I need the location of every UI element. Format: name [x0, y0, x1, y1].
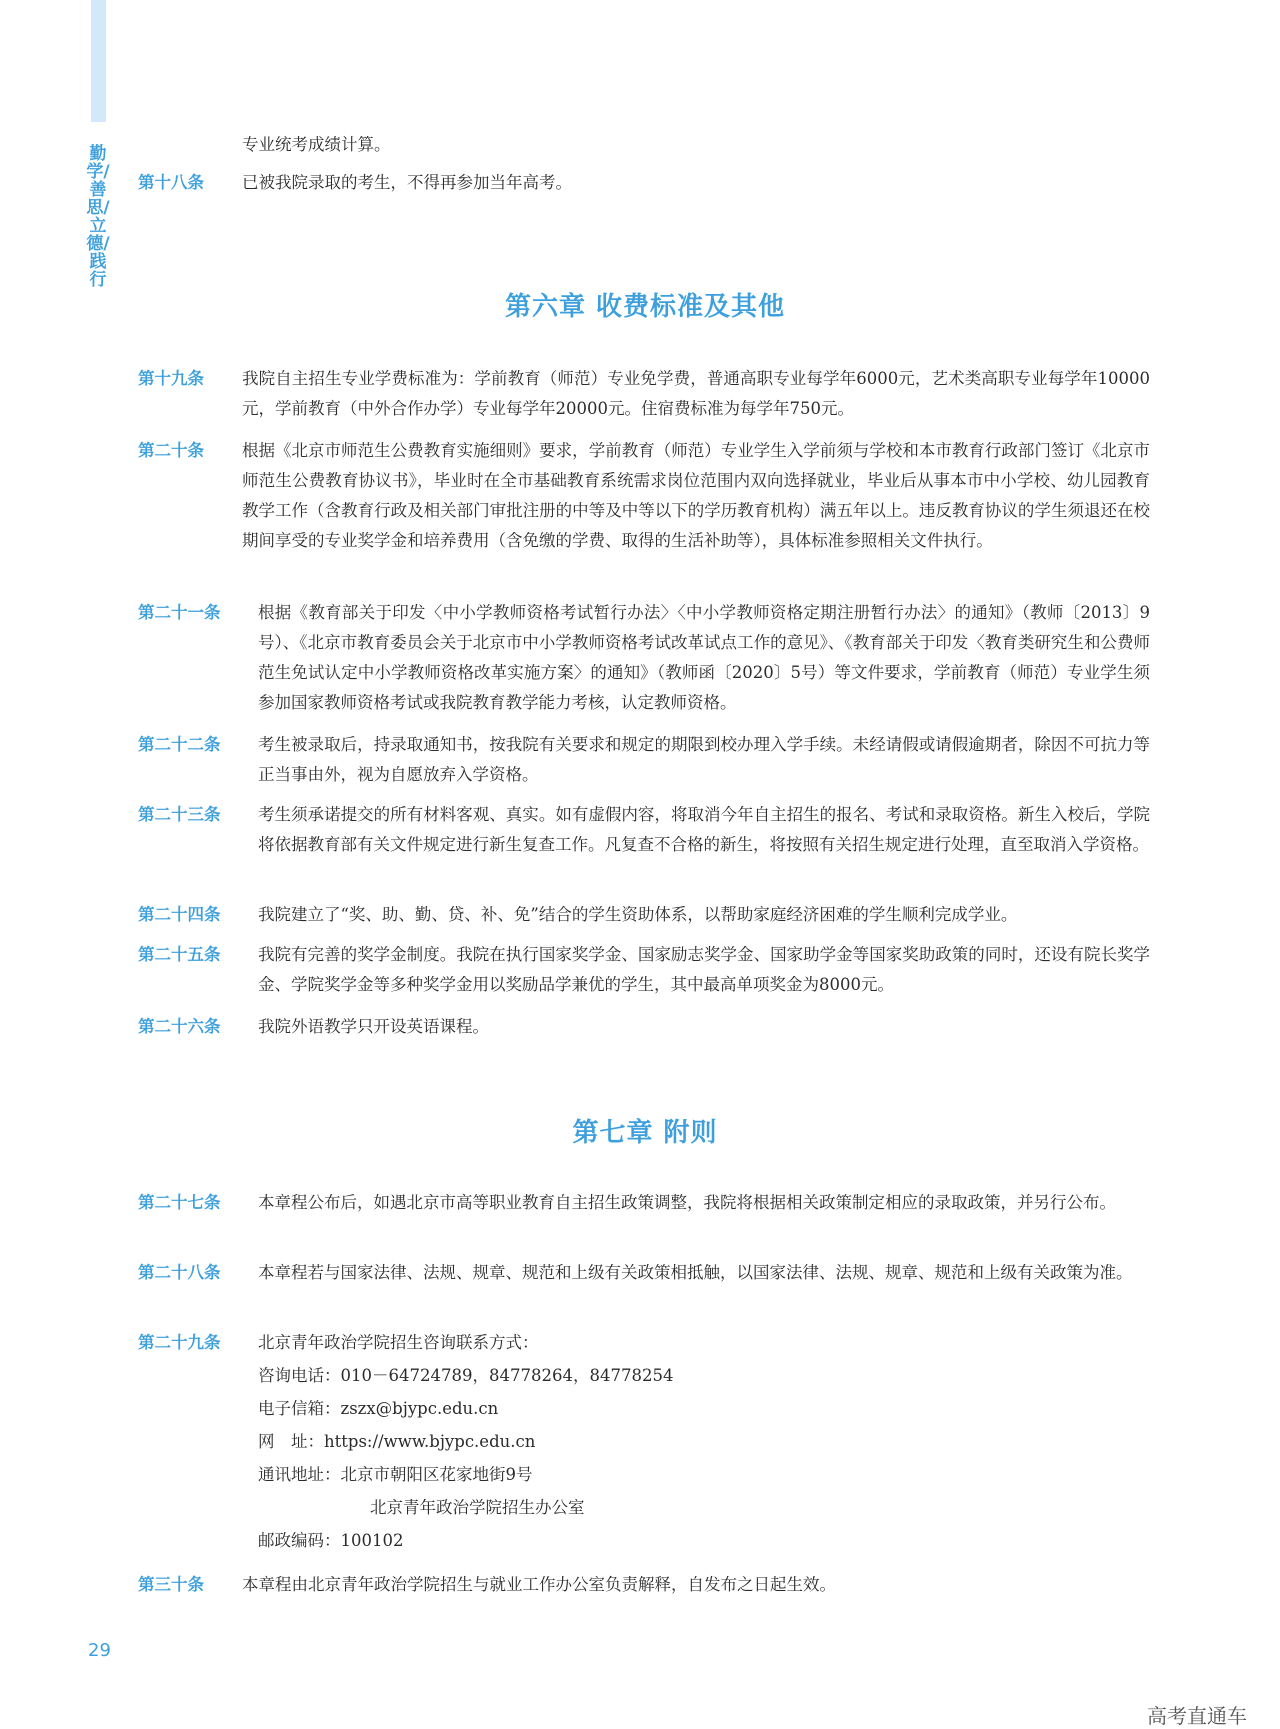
article-20: [138, 436, 1150, 556]
article-text: 考生被录取后，持录取通知书，按我院有关要求和规定的期限到校办理入学手续。未经请假或请假逾期者，除因不可抗力等正当事由外，视为自愿放弃入学资格。: [258, 735, 1150, 784]
chapter-7-title: 第七章 附则: [572, 1118, 718, 1148]
article-label: 第十八条: [138, 173, 204, 192]
article-label: 第二十三条: [138, 805, 221, 824]
article-18: [138, 168, 1150, 198]
article-text: 本章程若与国家法律、法规、规章、规范和上级有关政策相抵触，以国家法律、法规、规章、规范和上级有关政策为准。: [258, 1263, 1133, 1282]
article-26: [138, 1012, 1150, 1042]
article-29: [138, 1328, 1150, 1358]
contact-email: 电子信箱：zszx@bjypc.edu.cn: [258, 1399, 499, 1418]
article-label: 第二十四条: [138, 905, 221, 924]
article-21: [138, 598, 1150, 718]
contact-postcode: 邮政编码：100102: [258, 1531, 404, 1550]
contact-website: 网 址：https://www.bjypc.edu.cn: [258, 1432, 536, 1451]
page-number: 29: [88, 1640, 111, 1661]
article-text: 根据《北京市师范生公费教育实施细则》要求，学前教育（师范）专业学生入学前须与学校和本市教育行政部门签订《北京市师范生公费教育协议书》，毕业时在全市基础教育系统需求岗位范围内双向选择就业，毕业后从事本市中小学校、幼儿园教育教学工作（含教育行政及相关部门审批注册的中等及中等以下的学历教育机构）满五年以上。违反教育协议的学生须退还在校期间享受的专业奖学金和培养费用（含免缴的学费、取得的生活补助等），具体标准参照相关文件执行。: [242, 441, 1150, 550]
contact-phone: 咨询电话：010－64724789，84778264，84778254: [258, 1366, 674, 1385]
article-22: [138, 730, 1150, 790]
article-30: [138, 1570, 1150, 1600]
article-text: 北京青年政治学院招生咨询联系方式：: [258, 1333, 539, 1352]
article-label: 第十九条: [138, 369, 204, 388]
continuation-paragraph: [138, 130, 1150, 160]
article-text: 本章程公布后，如遇北京市高等职业教育自主招生政策调整，我院将根据相关政策制定相应的录取政策，并另行公布。: [258, 1193, 1116, 1212]
article-label: 第二十二条: [138, 735, 221, 754]
article-text: 考生须承诺提交的所有材料客观、真实。如有虚假内容，将取消今年自主招生的报名、考试和录取资格。新生入校后，学院将依据教育部有关文件规定进行新生复查工作。凡复查不合格的新生，将按照有关招生规定进行处理，直至取消入学资格。: [258, 805, 1150, 854]
article-text: 我院有完善的奖学金制度。我院在执行国家奖学金、国家励志奖学金、国家助学金等国家奖助政策的同时，还设有院长奖学金、学院奖学金等多种奖学金用以奖励品学兼优的学生，其中最高单项奖金为8000元。: [258, 945, 1150, 994]
article-label: 第二十七条: [138, 1193, 221, 1212]
article-24: [138, 900, 1150, 930]
article-text: 本章程由北京青年政治学院招生与就业工作办公室负责解释，自发布之日起生效。: [242, 1575, 836, 1594]
continuation-text: 专业统考成绩计算。: [242, 135, 391, 154]
article-19: [138, 364, 1150, 424]
article-28: [138, 1258, 1150, 1288]
article-label: 第二十条: [138, 441, 204, 460]
article-label: 第三十条: [138, 1575, 204, 1594]
article-text: 我院建立了“奖、助、勤、贷、补、免”结合的学生资助体系，以帮助家庭经济困难的学生顺利完成学业。: [258, 905, 1018, 924]
article-23: [138, 800, 1150, 860]
article-text: 已被我院录取的考生，不得再参加当年高考。: [242, 173, 572, 192]
article-text: 我院外语教学只开设英语课程。: [258, 1017, 489, 1036]
contact-address: 通讯地址：北京市朝阳区花家地街9号: [258, 1465, 533, 1484]
side-motto: 勤学/善思/立德/践行: [86, 144, 110, 290]
article-label: 第二十一条: [138, 603, 221, 622]
article-text: 我院自主招生专业学费标准为：学前教育（师范）专业免学费，普通高职专业每学年6000元，艺术类高职专业每学年10000元，学前教育（中外合作办学）专业每学年20000元。住宿费标准为每学年750元。: [242, 369, 1150, 418]
side-accent-bar: [91, 0, 106, 122]
article-label: 第二十六条: [138, 1017, 221, 1036]
chapter-6-title: 第六章 收费标准及其他: [504, 292, 786, 322]
article-label: 第二十八条: [138, 1263, 221, 1282]
article-label: 第二十九条: [138, 1333, 221, 1352]
article-27: [138, 1188, 1150, 1218]
contact-address-line2: 北京青年政治学院招生办公室: [370, 1498, 585, 1517]
watermark: 高考直通车: [1147, 1704, 1247, 1728]
article-text: 根据《教育部关于印发〈中小学教师资格考试暂行办法〉〈中小学教师资格定期注册暂行办法〉的通知》（教师〔2013〕9号）、《北京市教育委员会关于北京市中小学教师资格考试改革试点工作的意见》、《教育部关于印发〈教育类研究生和公费师范生免试认定中小学教师资格改革实施方案〉的通知》（教师函〔2020〕5号）等文件要求，学前教育（师范）专业学生须参加国家教师资格考试或我院教育教学能力考核，认定教师资格。: [258, 603, 1150, 712]
article-25: [138, 940, 1150, 1000]
article-label: 第二十五条: [138, 945, 221, 964]
